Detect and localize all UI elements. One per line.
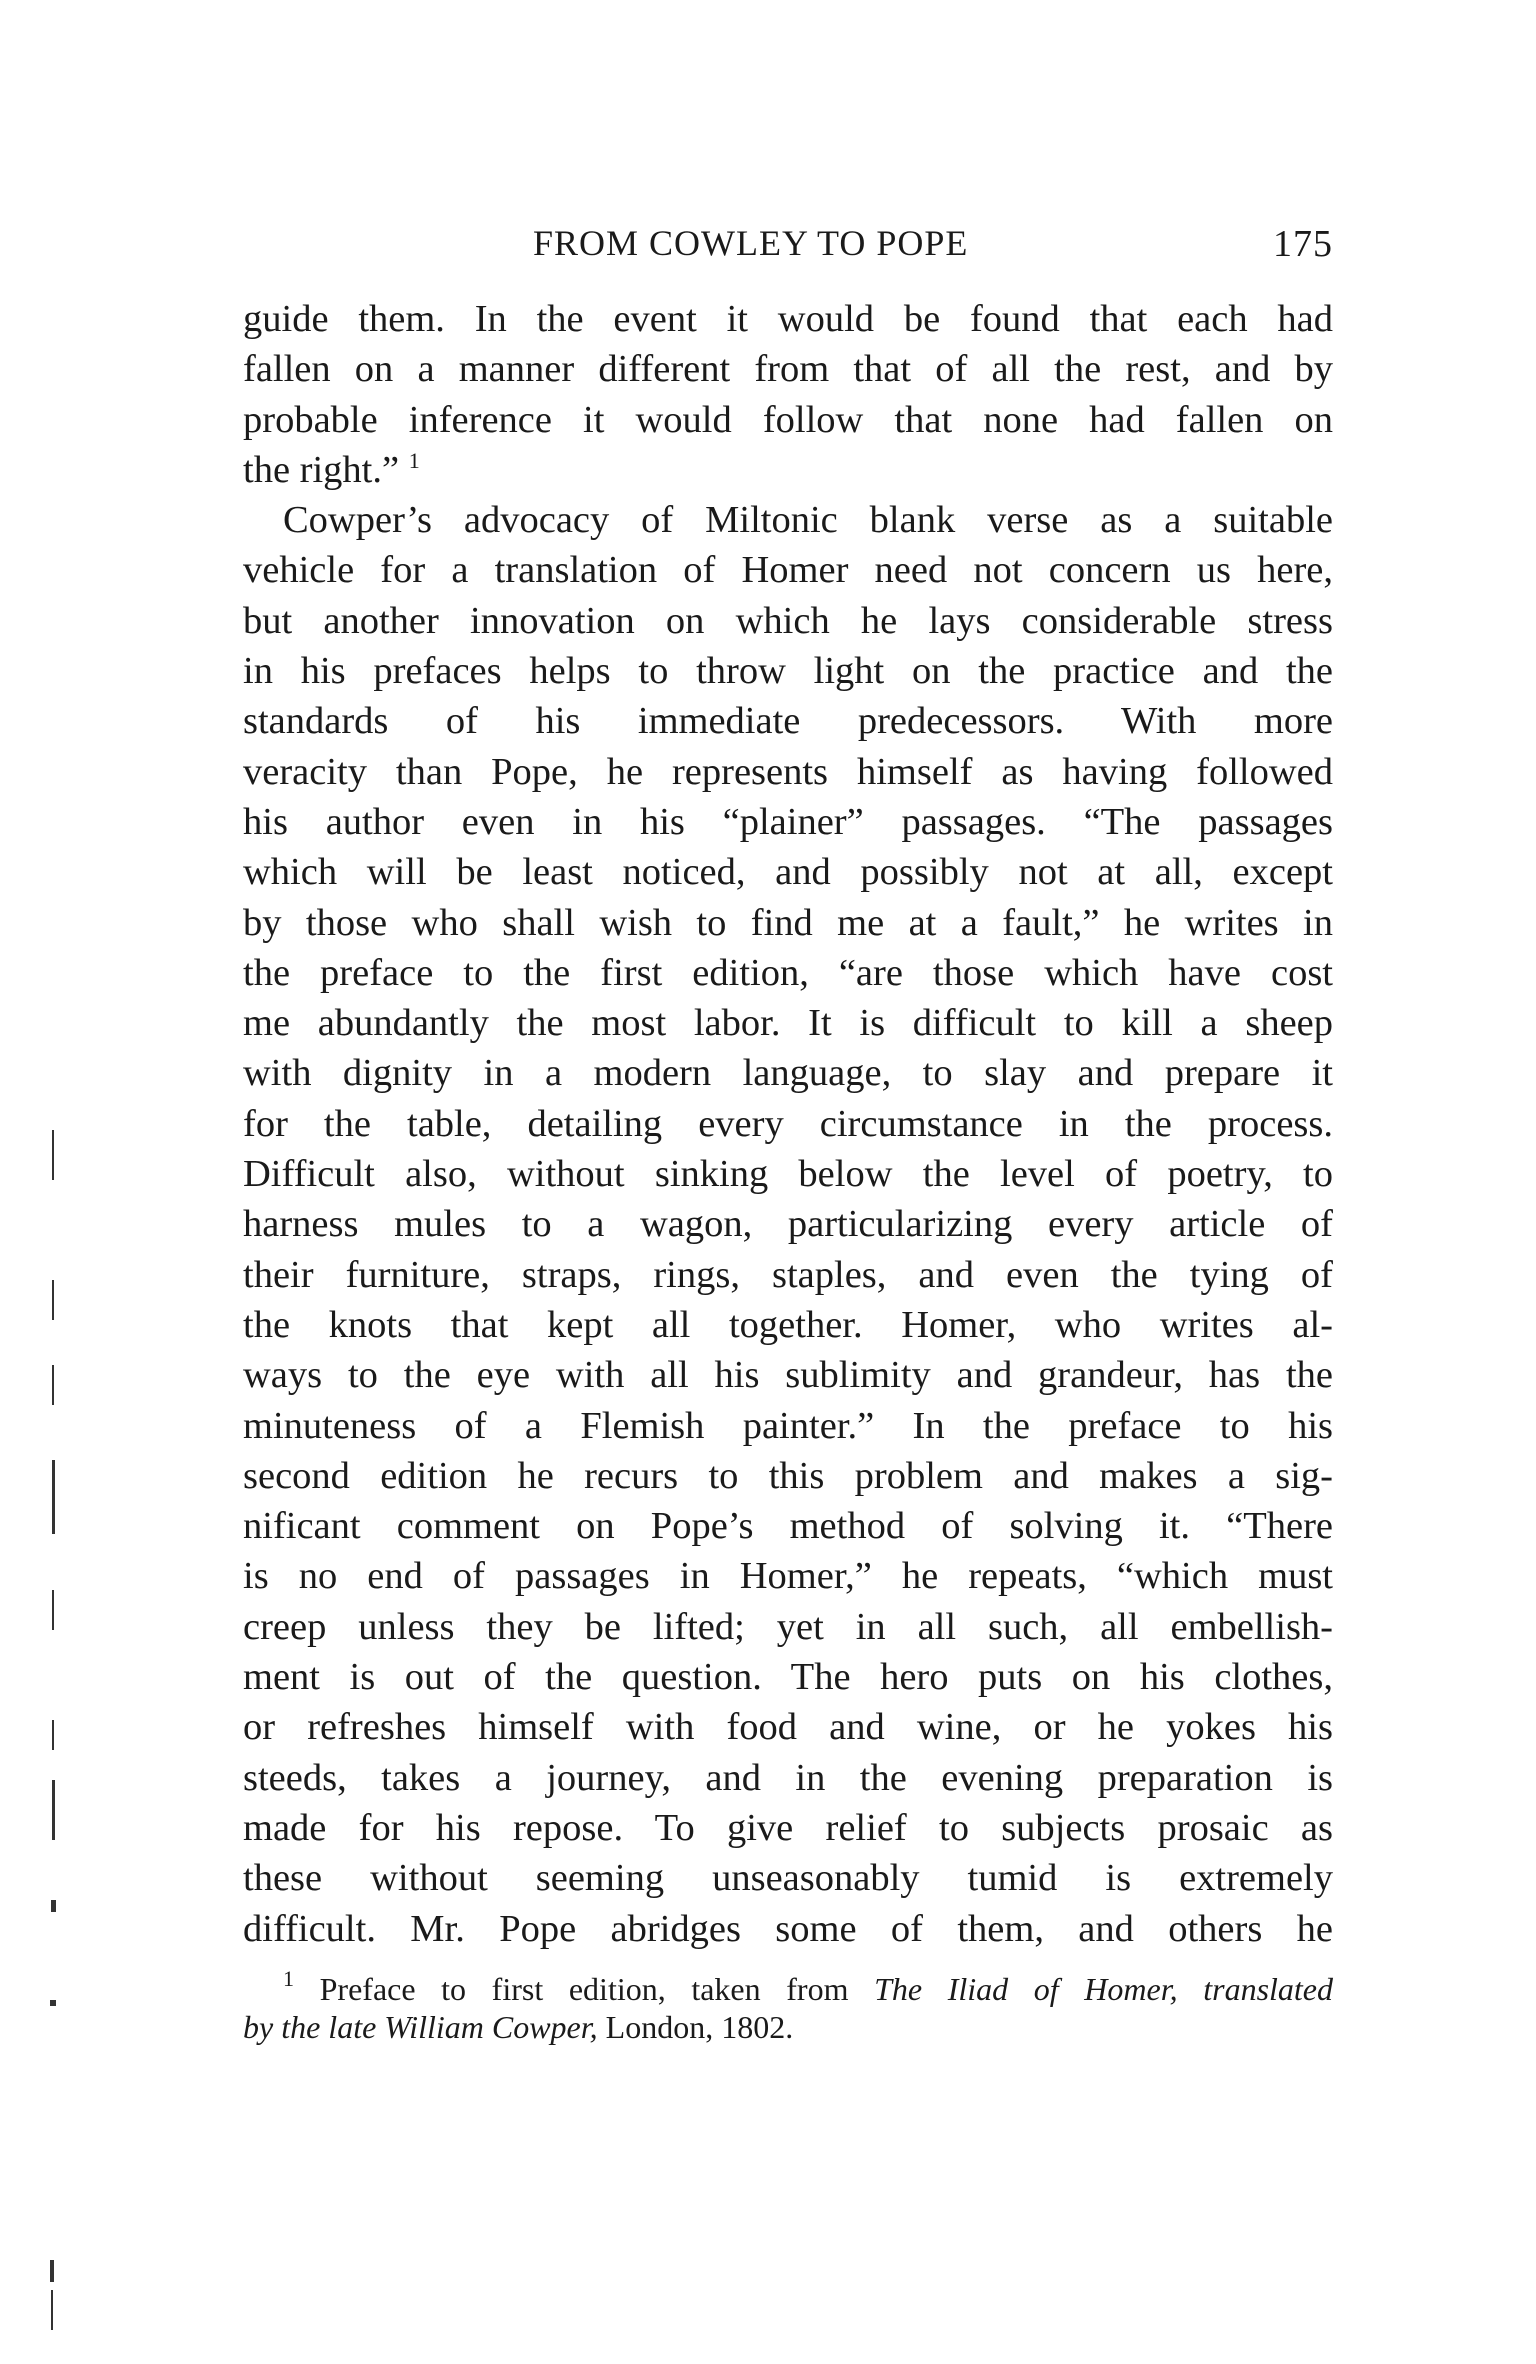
scan-mark: [52, 1720, 54, 1750]
text-line: Difficult also, without sinking below the level of poetry, to: [243, 1153, 1333, 1196]
footnote-line: [243, 2008, 1333, 2046]
text-line: by those who shall wish to find me at a fault,” he writes in: [243, 901, 1333, 944]
text-line: for the table, detailing every circumstance in the process.: [243, 1102, 1333, 1145]
text-line: second edition he recurs to this problem and makes a sig-: [243, 1454, 1333, 1497]
text-line: standards of his immediate predecessors. With more: [243, 700, 1333, 743]
text-line: ways to the eye with all his sublimity and grandeur, has the: [243, 1354, 1333, 1397]
text-line: probable inference it would follow that none had fallen on: [243, 398, 1333, 441]
text-line: minuteness of a Flemish painter.” In the preface to his: [243, 1404, 1333, 1447]
text-line: veracity than Pope, he represents himself as having followed: [243, 750, 1333, 793]
page-number: 175: [1273, 223, 1333, 265]
text-line: these without seeming unseasonably tumid is extremely: [243, 1857, 1333, 1900]
text-line: me abundantly the most labor. It is difficult to kill a sheep: [243, 1002, 1333, 1045]
text-line: his author even in his “plainer” passages. “The passages: [243, 800, 1333, 843]
text-line-content: the right.”: [243, 448, 400, 491]
scan-mark: [51, 1900, 56, 1912]
text-line: which will be least noticed, and possibly not at all, except: [243, 851, 1333, 894]
scan-mark: [52, 1130, 54, 1180]
text-line: steeds, takes a journey, and in the evening preparation is: [243, 1756, 1333, 1799]
text-line: but another innovation on which he lays considerable stress: [243, 599, 1333, 642]
text-line: is no end of passages in Homer,” he repeats, “which must: [243, 1555, 1333, 1598]
text-line: nificant comment on Pope’s method of solving it. “There: [243, 1505, 1333, 1548]
footnote-reference: 1: [408, 447, 420, 473]
text-line: their furniture, straps, rings, staples, and even the tying of: [243, 1253, 1333, 1296]
paragraph-start-line: Cowper’s advocacy of Miltonic blank verse as a suitable: [283, 499, 1333, 542]
scan-mark: [50, 2260, 54, 2282]
text-line: ment is out of the question. The hero puts on his clothes,: [243, 1656, 1333, 1699]
scan-mark: [52, 1365, 54, 1405]
text-line: the knots that kept all together. Homer, who writes al-: [243, 1303, 1333, 1346]
scan-mark: [51, 2290, 53, 2330]
footnote-text: London, 1802.: [597, 2009, 794, 2045]
text-line: creep unless they be lifted; yet in all such, all embellish-: [243, 1605, 1333, 1648]
text-line: or refreshes himself with food and wine, or he yokes his: [243, 1706, 1333, 1749]
text-line: harness mules to a wagon, particularizing every article of: [243, 1203, 1333, 1246]
scan-mark: [52, 1280, 54, 1320]
text-line: made for his repose. To give relief to subjects prosaic as: [243, 1806, 1333, 1849]
text-line: [243, 445, 1333, 495]
scan-mark: [50, 2000, 56, 2006]
footnote-line: [243, 1966, 1334, 2008]
scan-mark: [52, 1590, 54, 1630]
text-line: vehicle for a translation of Homer need not concern us here,: [243, 549, 1333, 592]
text-line: fallen on a manner different from that of all the rest, and by: [243, 348, 1333, 391]
footnote-text: Preface to first edition, taken from: [319, 1971, 875, 2007]
running-head: [243, 222, 1333, 270]
running-head-title: FROM COWLEY TO POPE: [533, 223, 969, 263]
text-line: the preface to the first edition, “are those which have cost: [243, 951, 1333, 994]
text-line: guide them. In the event it would be found that each had: [243, 298, 1333, 340]
text-line: difficult. Mr. Pope abridges some of them, and others he: [243, 1907, 1333, 1950]
body-text: [243, 294, 1333, 1954]
footnote-title-cont: by the late William Cowper,: [243, 2009, 598, 2045]
text-line: in his prefaces helps to throw light on the practice and the: [243, 650, 1333, 693]
scan-mark: [52, 1780, 55, 1840]
footnote-title: The Iliad of Homer, translated: [874, 1971, 1334, 2007]
footnote: [243, 1966, 1334, 2046]
scan-mark: [52, 1460, 55, 1534]
text-line: with dignity in a modern language, to slay and prepare it: [243, 1052, 1333, 1095]
footnote-marker: 1: [283, 1966, 294, 1991]
